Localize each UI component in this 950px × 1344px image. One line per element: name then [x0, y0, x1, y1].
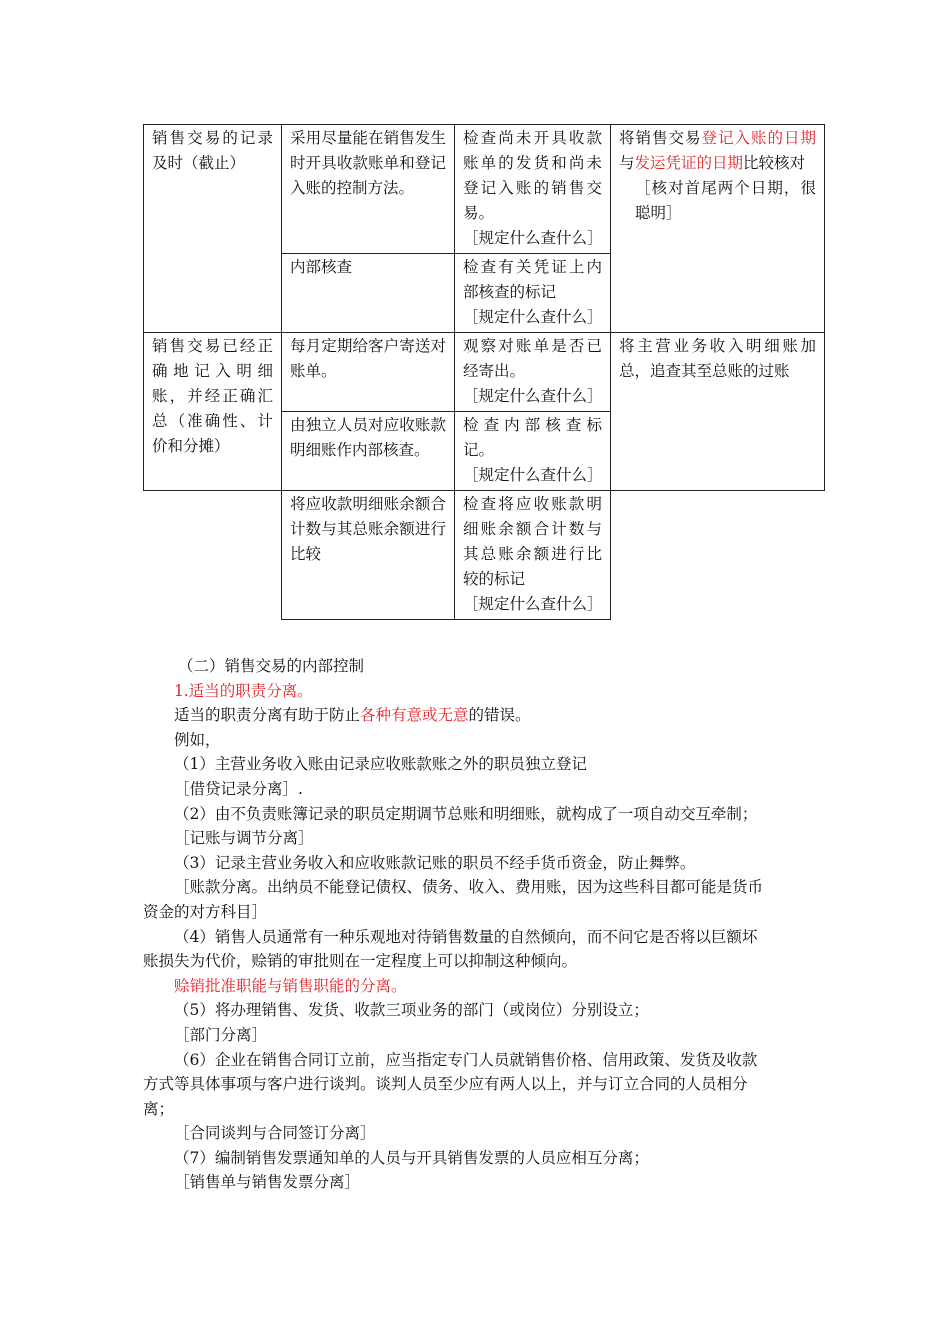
test-text: 检查有关凭证上内部核查的标记 [463, 258, 602, 301]
test-note: ［规定什么查什么］ [463, 229, 603, 247]
empty-cell [144, 491, 282, 620]
list-item: （4）销售人员通常有一种乐观地对待销售数量的自然倾向，而不问它是否将以巨额坏 [174, 927, 758, 946]
highlight-line: 赊销批准职能与销售职能的分离。 [174, 976, 407, 995]
substantive-cell [611, 125, 825, 333]
test-text: 检查内部核查标记。 [463, 416, 602, 459]
note-line: ［部门分离］ [174, 1025, 268, 1044]
note-line: 资金的对方科目］ [143, 902, 268, 921]
control-text: 采用尽量能在销售发生时开具收款账单和登记入账的控制方法。 [290, 129, 446, 197]
paragraph [143, 703, 823, 728]
test-note: ［规定什么查什么］ [463, 387, 603, 405]
test-cell [455, 491, 611, 620]
substantive-highlight: 登记入账的日期 [701, 129, 816, 147]
substantive-note: ［核对首尾两个日期，很聪明］ [635, 179, 816, 222]
section-body [143, 654, 823, 1195]
control-cell [282, 412, 455, 491]
audit-table [143, 124, 825, 620]
substantive-part: 与 [619, 154, 635, 172]
list-item: （6）企业在销售合同订立前，应当指定专门人员就销售价格、信用政策、发货及收款 [174, 1050, 758, 1069]
table-row [144, 125, 825, 254]
substantive-text: 将主营业务收入明细账加总，追查其至总账的过账 [619, 337, 816, 380]
control-text: 每月定期给客户寄送对账单。 [290, 337, 446, 380]
test-text: 检查将应收账款明细账余额合计数与其总账余额进行比较的标记 [463, 495, 602, 588]
test-cell [455, 333, 611, 412]
list-item: （3）记录主营业务收入和应收账款记账的职员不经手货币资金，防止舞弊。 [174, 853, 696, 872]
substantive-cell [611, 333, 825, 491]
list-item: （7）编制销售发票通知单的人员与开具销售发票的人员应相互分离； [174, 1148, 649, 1167]
note-line: ［账款分离。出纳员不能登记债权、债务、收入、费用账，因为这些科目都可能是货币 [174, 878, 764, 897]
test-text: 检查尚未开具收款账单的发货和尚未登记入账的销售交易。 [463, 129, 602, 222]
control-cell [282, 333, 455, 412]
objective-text: 销售交易的记录及时（截止） [152, 129, 273, 172]
highlight-span: 各种有意或无意 [360, 706, 469, 725]
test-note: ［规定什么查什么］ [463, 466, 603, 484]
control-text: 内部核查 [290, 258, 353, 276]
table-row [144, 491, 825, 620]
control-text: 由独立人员对应收账款明细账作内部核查。 [290, 416, 446, 459]
substantive-highlight: 发运凭证的日期 [634, 154, 744, 172]
list-item: （5）将办理销售、发货、收款三项业务的部门（或岗位）分别设立； [174, 1001, 649, 1020]
text-span: 的错误。 [468, 706, 531, 725]
subheading: 1.适当的职责分离。 [174, 681, 313, 700]
list-item-cont: 账损失为代价，赊销的审批则在一定程度上可以抑制这种倾向。 [143, 952, 578, 971]
objective-text: 销售交易已经正确地记入明细账，并经正确汇总（准确性、计价和分摊） [152, 337, 273, 455]
control-cell [282, 125, 455, 254]
test-note: ［规定什么查什么］ [463, 308, 603, 326]
test-note: ［规定什么查什么］ [463, 595, 603, 613]
substantive-part: 比较核对 [743, 154, 806, 172]
paragraph: 例如， [174, 730, 221, 749]
test-text: 观察对账单是否已经寄出。 [463, 337, 602, 380]
control-text: 将应收款明细账余额合计数与其总账余额进行比较 [290, 495, 446, 563]
empty-cell [611, 491, 825, 620]
table-row [144, 333, 825, 412]
list-item-cont: 离； [143, 1099, 175, 1118]
substantive-text [619, 126, 816, 176]
note-line: ［记账与调节分离］ [174, 829, 314, 848]
control-cell [282, 254, 455, 333]
substantive-part: 将销售交易 [619, 129, 702, 147]
note-line: ［借贷记录分离］. [174, 779, 303, 798]
list-item-cont: 方式等具体事项与客户进行谈判。谈判人员至少应有两人以上，并与订立合同的人员相分 [143, 1075, 748, 1094]
note-line: ［合同谈判与合同签订分离］ [174, 1124, 376, 1143]
test-cell [455, 254, 611, 333]
text-span: 适当的职责分离有助于防止 [174, 706, 361, 725]
objective-cell [144, 125, 282, 333]
note-line: ［销售单与销售发票分离］ [174, 1173, 361, 1192]
list-item: （2）由不负责账簿记录的职员定期调节总账和明细账，就构成了一项自动交互牵制； [174, 804, 758, 823]
list-item: （1）主营业务收入账由记录应收账款账之外的职员独立登记 [174, 755, 587, 774]
test-cell [455, 125, 611, 254]
objective-cell [144, 333, 282, 491]
section-heading: （二）销售交易的内部控制 [178, 657, 365, 675]
control-cell [282, 491, 455, 620]
test-cell [455, 412, 611, 491]
